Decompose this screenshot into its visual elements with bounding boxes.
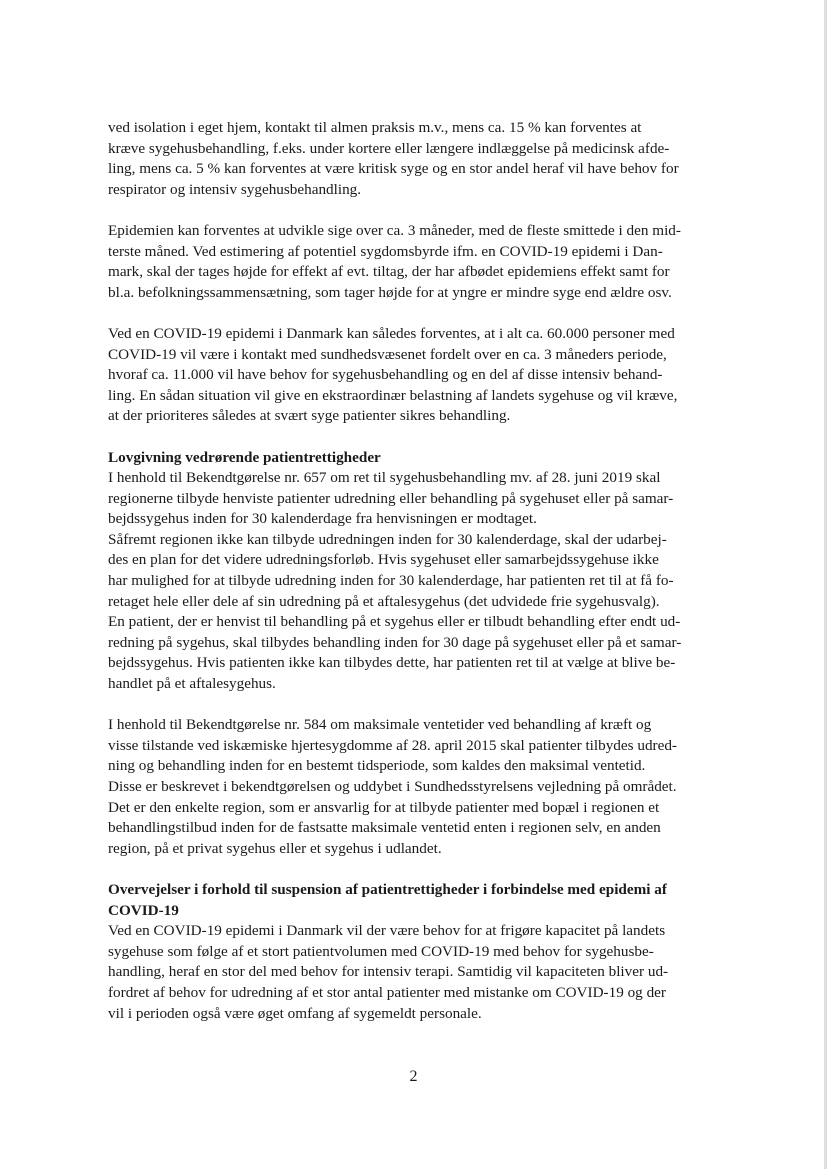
paragraph-gap (108, 427, 714, 448)
text-line: Ved en COVID-19 epidemi i Danmark kan således forventes, at i alt ca. 60.000 personer med (108, 324, 675, 342)
paragraph-isolation (108, 118, 714, 200)
paragraph-epidemic-timeline (108, 221, 714, 303)
text-line: region, på et privat sygehus eller et sygehus i udlandet. (108, 839, 442, 857)
text-line: I henhold til Bekendtgørelse nr. 584 om maksimale ventetider ved behandling af kræft og (108, 716, 652, 734)
text-line: bejdssygehus. Hvis patienten ikke kan tilbydes dette, har patienten ret til at vælge at blive be- (108, 654, 676, 672)
section-suspension-considerations (108, 880, 714, 1024)
text-line: Såfremt regionen ikke kan tilbyde udredningen inden for 30 kalenderdage, skal der udarbej- (108, 530, 667, 548)
section-heading: COVID-19 (108, 901, 179, 919)
text-line: COVID-19 vil være i kontakt med sundhedsvæsenet fordelt over en ca. 3 måneders periode, (108, 345, 667, 363)
paragraph-gap (108, 695, 714, 716)
paragraph-expected-burden (108, 324, 714, 427)
text-line: terste måned. Ved estimering af potentiel sygdomsbyrde ifm. en COVID-19 epidemi i Dan- (108, 242, 663, 260)
section-patient-rights-legislation (108, 448, 714, 695)
paragraph-gap (108, 200, 714, 221)
text-line: fordret af behov for udredning af et stor antal patienter med mistanke om COVID-19 og der (108, 983, 666, 1001)
paragraph-gap (108, 859, 714, 880)
text-line: handling, heraf en stor del med behov for intensiv terapi. Samtidig vil kapaciteten bliver ud- (108, 963, 669, 981)
text-line: Disse er beskrevet i bekendtgørelsen og uddybet i Sundhedsstyrelsens vejledning på området. (108, 778, 677, 795)
paragraph-gap (108, 303, 714, 324)
page-number: 2 (409, 1068, 418, 1085)
text-line: vil i perioden også være øget omfang af sygemeldt personale. (108, 1004, 482, 1022)
text-line: bejdssygehus inden for 30 kalenderdage fra henvisningen er modtaget. (108, 510, 537, 528)
document-body (108, 118, 714, 1024)
text-line: ling. En sådan situation vil give en ekstraordinær belastning af landets sygehuse og vil kræve, (108, 386, 678, 404)
section-heading: Overvejelser i forhold til suspension af patientrettigheder i forbindelse med epidemi af (108, 880, 667, 898)
text-line: at der prioriteres således at svært syge patienter sikres behandling. (108, 407, 511, 425)
text-line: visse tilstande ved iskæmiske hjertesygdomme af 28. april 2015 skal patienter tilbydes udred- (108, 736, 677, 754)
text-line: Det er den enkelte region, som er ansvarlig for at tilbyde patienter med bopæl i regionen et (108, 798, 660, 816)
text-line: retaget hele eller dele af sin udredning på et aftalesygehus (det udvidede frie sygehusvalg). (108, 592, 660, 610)
text-line: hvoraf ca. 11.000 vil have behov for sygehusbehandling og en del af disse intensiv behand- (108, 366, 663, 384)
paragraph-maximum-waiting-times (108, 715, 714, 859)
text-line: mark, skal der tages højde for effekt af evt. tiltag, der har afbødet epidemiens effekt samt for (108, 263, 670, 281)
text-line: ning og behandling inden for en bestemt tidsperiode, som kaldes den maksimal ventetid. (108, 757, 646, 775)
text-line: har mulighed for at tilbyde udredning inden for 30 kalenderdage, har patienten ret til at få fo- (108, 572, 674, 590)
text-line: I henhold til Bekendtgørelse nr. 657 om ret til sygehusbehandling mv. af 28. juni 2019 skal (108, 469, 661, 487)
text-line: sygehuse som følge af et stort patientvolumen med COVID-19 med behov for sygehusbe- (108, 942, 654, 960)
text-line: redning på sygehus, skal tilbydes behandling inden for 30 dage på sygehuset eller på et samar- (108, 633, 682, 651)
text-line: kræve sygehusbehandling, f.eks. under kortere eller længere indlæggelse på medicinsk afde- (108, 139, 670, 157)
text-line: respirator og intensiv sygehusbehandling. (108, 180, 362, 198)
text-line: behandlingstilbud inden for de fastsatte maksimale ventetid enten i regionen selv, en anden (108, 819, 661, 837)
section-heading: Lovgivning vedrørende patientrettigheder (108, 448, 381, 466)
text-line: handlet på et aftalesygehus. (108, 675, 276, 693)
text-line: regionerne tilbyde henviste patienter udredning eller behandling på sygehuset eller på samar- (108, 489, 674, 507)
text-line: ling, mens ca. 5 % kan forventes at være kritisk syge og en stor andel heraf vil have behov for (108, 160, 679, 178)
text-line: ved isolation i eget hjem, kontakt til almen praksis m.v., mens ca. 15 % kan forventes at (108, 119, 642, 136)
text-line: Ved en COVID-19 epidemi i Danmark vil der være behov for at frigøre kapacitet på landets (108, 922, 666, 940)
text-line: des en plan for det videre udredningsforløb. Hvis sygehuset eller samarbejdssygehuse ikke (108, 551, 659, 569)
text-line: En patient, der er henvist til behandling på et sygehus eller er tilbudt behandling efter endt ud- (108, 613, 681, 631)
text-line: Epidemien kan forventes at udvikle sige over ca. 3 måneder, med de fleste smittede i den mid- (108, 221, 681, 239)
text-line: bl.a. befolkningssammensætning, som tager højde for at yngre er mindre syge end ældre osv. (108, 283, 672, 301)
